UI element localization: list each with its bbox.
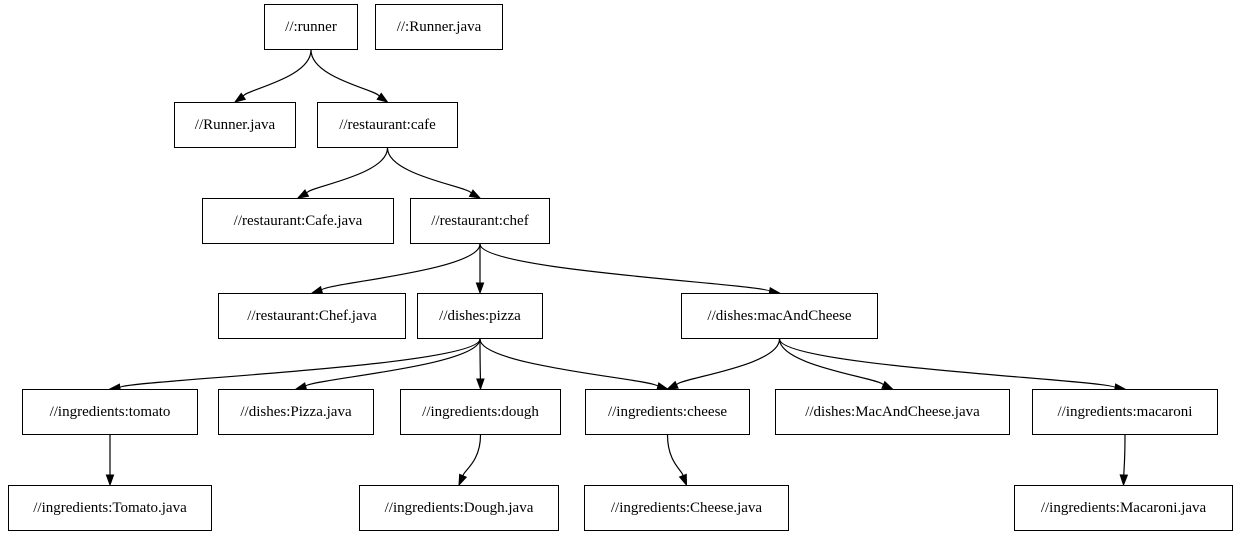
graph-edge-runner-to-runner_java [235, 50, 311, 102]
graph-node-label: //ingredients:macaroni [1057, 403, 1193, 420]
graph-edge-restaurant_cafe-to-restaurant_chef [388, 148, 481, 198]
graph-node-ing_cheese[interactable] [585, 389, 750, 435]
graph-node-label: //ingredients:Cheese.java [610, 499, 763, 516]
graph-edge-dishes_macncheese-to-ing_macaroni [780, 339, 1126, 391]
graph-node-label: //Runner.java [194, 116, 276, 133]
graph-node-label: //dishes:MacAndCheese.java [805, 403, 980, 420]
graph-node-label: //restaurant:cafe [339, 116, 436, 133]
graph-edge-restaurant_cafe-to-cafe_java [298, 148, 388, 198]
graph-edge-restaurant_chef-to-dishes_pizza [476, 244, 483, 293]
graph-node-restaurant_chef[interactable] [410, 198, 550, 244]
graph-node-dough_java[interactable] [359, 485, 559, 531]
graph-node-label: //ingredients:cheese [607, 403, 728, 420]
graph-node-label: //ingredients:Tomato.java [33, 499, 187, 516]
graph-edge-ing_tomato-to-tomato_java [106, 435, 113, 485]
graph-node-label: //restaurant:chef [431, 212, 529, 229]
graph-node-label: //ingredients:Dough.java [384, 499, 534, 516]
graph-node-cheese_java[interactable] [584, 485, 789, 531]
graph-node-label: //dishes:pizza [439, 307, 521, 324]
graph-edge-ing_cheese-to-cheese_java [668, 435, 687, 485]
graph-node-macaroni_java[interactable] [1014, 485, 1233, 531]
graph-node-label: //:Runner.java [396, 18, 482, 35]
graph-node-label: //dishes:macAndCheese [707, 307, 852, 324]
graph-node-macncheese_java[interactable] [775, 389, 1010, 435]
graph-node-dishes_pizza[interactable] [417, 293, 543, 339]
graph-node-label: //dishes:Pizza.java [240, 403, 352, 420]
graph-node-pizza_java[interactable] [218, 389, 374, 435]
graph-node-runner[interactable] [264, 4, 358, 50]
graph-node-runner_java_root[interactable] [375, 4, 503, 50]
graph-edge-dishes_pizza-to-ing_dough [477, 339, 484, 389]
graph-node-label: //restaurant:Cafe.java [233, 212, 363, 229]
graph-node-cafe_java[interactable] [202, 198, 394, 244]
graph-node-restaurant_cafe[interactable] [317, 102, 458, 148]
graph-node-runner_java[interactable] [174, 102, 296, 148]
graph-edge-ing_macaroni-to-macaroni_java [1120, 435, 1127, 485]
graph-edge-dishes_macncheese-to-macncheese_java [780, 339, 893, 389]
graph-node-label: //ingredients:dough [422, 403, 539, 420]
graph-edge-runner-to-restaurant_cafe [311, 50, 388, 102]
graph-edge-dishes_pizza-to-ing_tomato [110, 339, 480, 391]
graph-edge-restaurant_chef-to-chef_java [312, 244, 480, 294]
graph-node-label: //restaurant:Chef.java [247, 307, 377, 324]
graph-edge-dishes_macncheese-to-ing_cheese [668, 339, 780, 389]
graph-edge-dishes_pizza-to-pizza_java [296, 339, 480, 390]
graph-node-label: //:runner [285, 18, 337, 35]
graph-node-dishes_macncheese[interactable] [681, 293, 878, 339]
graph-edge-dishes_pizza-to-ing_cheese [480, 339, 668, 390]
graph-node-ing_tomato[interactable] [22, 389, 198, 435]
graph-node-ing_macaroni[interactable] [1032, 389, 1218, 435]
graph-node-chef_java[interactable] [218, 293, 406, 339]
graph-node-tomato_java[interactable] [8, 485, 212, 531]
graph-edge-restaurant_chef-to-dishes_macncheese [480, 244, 780, 295]
graph-node-label: //ingredients:Macaroni.java [1040, 499, 1207, 516]
graph-node-ing_dough[interactable] [400, 389, 561, 435]
graph-node-label: //ingredients:tomato [49, 403, 171, 420]
graph-edge-ing_dough-to-dough_java [459, 435, 481, 485]
